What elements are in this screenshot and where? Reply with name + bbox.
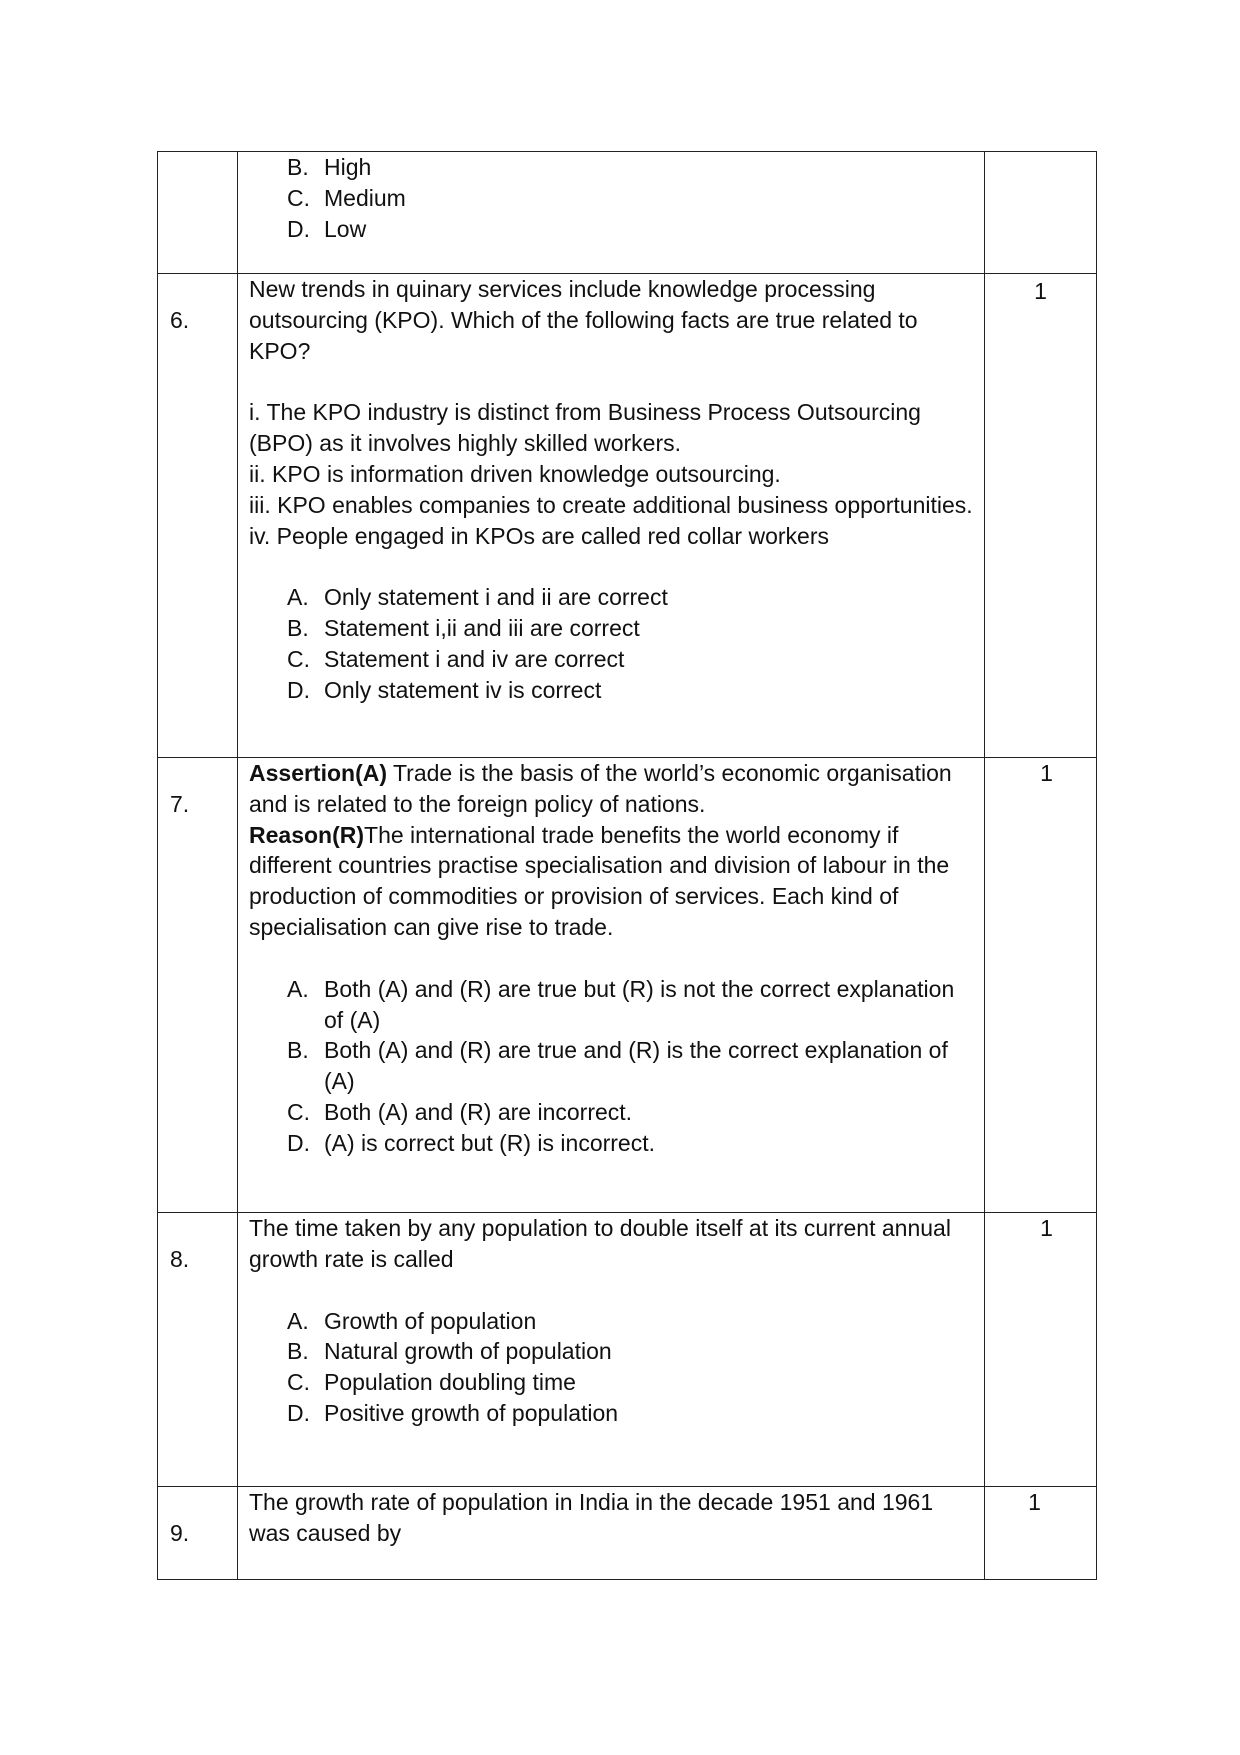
option-letter: D. xyxy=(287,1399,310,1426)
option-list xyxy=(249,152,972,244)
marks-cell xyxy=(985,1487,1097,1580)
option-letter: A. xyxy=(287,975,309,1002)
option-letter: B. xyxy=(287,615,309,642)
statement-iii: iii. KPO enables companies to create additional business opportunities. xyxy=(249,491,973,518)
option-d xyxy=(287,1128,972,1159)
question-number-cell xyxy=(158,1487,238,1580)
question-row-8 xyxy=(158,1213,1097,1487)
option-a xyxy=(287,1306,972,1337)
option-letter: B. xyxy=(287,1338,309,1365)
option-letter: B. xyxy=(287,1037,309,1064)
option-list xyxy=(249,974,972,1159)
option-letter: D. xyxy=(287,215,310,242)
question-row-continued xyxy=(158,152,1097,274)
option-list xyxy=(249,582,972,705)
assertion-text: Trade is the basis of the world’s economic organisation and is related to the foreign policy of nations. xyxy=(249,760,952,817)
option-text: Statement i and iv are correct xyxy=(324,645,625,672)
spacer xyxy=(249,551,972,582)
question-row-6 xyxy=(158,274,1097,758)
option-letter: D. xyxy=(287,1129,310,1156)
spacer xyxy=(249,943,972,974)
option-letter: C. xyxy=(287,645,310,672)
question-number: 6. xyxy=(170,307,190,333)
option-text: Both (A) and (R) are true and (R) is the correct explanation of (A) xyxy=(324,1037,948,1095)
question-table xyxy=(157,151,1097,1580)
option-letter: C. xyxy=(287,1369,310,1396)
reason-label: Reason(R) xyxy=(249,821,365,848)
marks-cell xyxy=(985,758,1097,1213)
option-text: Population doubling time xyxy=(324,1369,576,1396)
option-letter: B. xyxy=(287,154,309,180)
option-list xyxy=(249,1306,972,1429)
question-stem: New trends in quinary services include knowledge processing outsourcing (KPO). Which of the following facts are true related to KPO? xyxy=(249,276,918,364)
question-text-cell xyxy=(238,1487,985,1580)
marks-value: 1 xyxy=(1040,1215,1053,1241)
option-letter: A. xyxy=(287,584,309,611)
option-text: Positive growth of population xyxy=(324,1399,619,1426)
statement-i: i. The KPO industry is distinct from Business Process Outsourcing (BPO) as it involves highly skilled workers. xyxy=(249,399,921,457)
option-text: (A) is correct but (R) is incorrect. xyxy=(324,1129,655,1156)
marks-value: 1 xyxy=(1040,760,1053,786)
spacer xyxy=(249,1275,972,1306)
question-number: 8. xyxy=(170,1246,190,1272)
option-b xyxy=(287,152,972,183)
assertion-statement xyxy=(249,758,972,820)
option-text: Both (A) and (R) are incorrect. xyxy=(324,1098,633,1125)
option-text: High xyxy=(324,154,372,180)
question-number-cell xyxy=(158,152,238,274)
option-c xyxy=(287,183,972,214)
marks-cell xyxy=(985,152,1097,274)
option-letter: C. xyxy=(287,184,310,211)
option-text: Low xyxy=(324,215,367,242)
option-c xyxy=(287,644,972,675)
statement-iv: iv. People engaged in KPOs are called red collar workers xyxy=(249,522,829,549)
option-text: Both (A) and (R) are true but (R) is not the correct explanation of (A) xyxy=(324,975,955,1033)
spacer xyxy=(249,366,972,397)
option-d xyxy=(287,214,972,245)
question-row-9 xyxy=(158,1487,1097,1580)
question-stem: The growth rate of population in India in the decade 1951 and 1961 was caused by xyxy=(249,1489,934,1546)
option-letter: C. xyxy=(287,1098,310,1125)
question-text-cell xyxy=(238,758,985,1213)
statement-ii: ii. KPO is information driven knowledge outsourcing. xyxy=(249,460,781,487)
option-d xyxy=(287,675,972,706)
question-number-cell xyxy=(158,758,238,1213)
option-b xyxy=(287,613,972,644)
option-c xyxy=(287,1367,972,1398)
question-number: 9. xyxy=(170,1520,190,1546)
question-stem: The time taken by any population to double itself at its current annual growth rate is called xyxy=(249,1215,951,1272)
question-number-cell xyxy=(158,1213,238,1487)
marks-cell xyxy=(985,1213,1097,1487)
marks-value: 1 xyxy=(1028,1489,1041,1515)
option-letter: A. xyxy=(287,1307,309,1334)
option-text: Natural growth of population xyxy=(324,1338,612,1365)
question-number-cell xyxy=(158,274,238,758)
question-text-cell xyxy=(238,1213,985,1487)
question-row-7 xyxy=(158,758,1097,1213)
marks-value: 1 xyxy=(1034,278,1047,304)
question-text-cell xyxy=(238,274,985,758)
option-c xyxy=(287,1097,972,1128)
marks-cell xyxy=(985,274,1097,758)
option-a xyxy=(287,974,972,1036)
option-text: Only statement i and ii are correct xyxy=(324,584,668,611)
assertion-label: Assertion(A) xyxy=(249,760,388,786)
option-text: Only statement iv is correct xyxy=(324,676,602,703)
option-text: Medium xyxy=(324,184,406,211)
option-b xyxy=(287,1336,972,1367)
reason-text: The international trade benefits the world economy if different countries practise specialisation and division of labour in the production of commodities or provision of services. Each kind of specialisation can give rise to trade. xyxy=(249,821,950,940)
option-text: Growth of population xyxy=(324,1307,537,1334)
option-b xyxy=(287,1035,972,1097)
option-a xyxy=(287,582,972,613)
question-number: 7. xyxy=(170,791,190,817)
option-letter: D. xyxy=(287,676,310,703)
reason-statement xyxy=(249,820,972,943)
option-d xyxy=(287,1398,972,1429)
option-text: Statement i,ii and iii are correct xyxy=(324,615,640,642)
question-text-cell xyxy=(238,152,985,274)
